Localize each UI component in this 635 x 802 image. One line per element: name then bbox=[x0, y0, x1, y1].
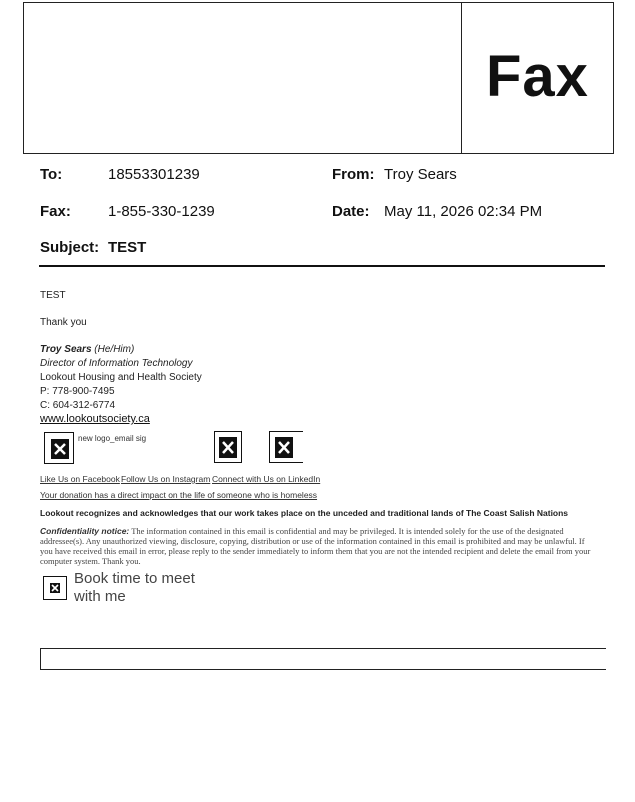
fax-label: Fax: bbox=[40, 203, 71, 220]
social-image-1[interactable] bbox=[214, 431, 242, 463]
facebook-link[interactable]: Like Us on Facebook bbox=[40, 474, 120, 484]
signature-pronouns: (He/Him) bbox=[94, 344, 135, 355]
subject-label: Subject: bbox=[40, 239, 100, 256]
broken-image-icon bbox=[270, 432, 304, 462]
donation-link[interactable]: Your donation has a direct impact on the life of someone who is homeless bbox=[40, 490, 318, 500]
header-divider bbox=[461, 3, 462, 153]
date-label: Date: bbox=[332, 203, 370, 220]
confidentiality-notice bbox=[40, 526, 595, 566]
signature-title: Director of Information Technology bbox=[40, 358, 193, 369]
fax-header-box bbox=[23, 2, 614, 154]
social-image-2[interactable] bbox=[269, 431, 303, 463]
booking-image[interactable] bbox=[43, 576, 67, 600]
broken-image-icon bbox=[215, 432, 241, 462]
logo-alt-text: new logo_email sig bbox=[78, 434, 147, 443]
signature-phone: P: 778-900-7495 bbox=[40, 386, 115, 397]
confidentiality-label: Confidentiality notice: bbox=[40, 526, 130, 536]
from-label: From: bbox=[332, 166, 375, 183]
footer-box bbox=[40, 648, 606, 670]
signature-name: Troy Sears bbox=[40, 344, 92, 355]
confidentiality-text: The information contained in this email is confidential and may be privileged. It is intended solely for the use of the designated addressee(s). Any unauthorized viewing, disclosure, copying, distribution or use of the information contained in this email is prohibited and may be unlawful. If you have received this email in error, please reply to the sender immediately to inform them that you are not the intended recipient and delete the email from your computer system. Thank you. bbox=[40, 526, 591, 566]
signature-name-line bbox=[40, 344, 134, 355]
instagram-link[interactable]: Follow Us on Instagram bbox=[121, 474, 211, 484]
signature-cell: C: 604-312-6774 bbox=[40, 400, 116, 411]
broken-image-icon bbox=[44, 577, 66, 599]
to-label: To: bbox=[40, 166, 63, 183]
broken-image-icon bbox=[45, 433, 73, 463]
date-value: May 11, 2026 02:34 PM bbox=[384, 203, 543, 220]
signature-org: Lookout Housing and Health Society bbox=[40, 372, 202, 383]
logo-image bbox=[44, 432, 74, 464]
signature-website-link[interactable]: www.lookoutsociety.ca bbox=[40, 413, 150, 425]
body-line-1: TEST bbox=[40, 290, 66, 301]
to-value: 18553301239 bbox=[108, 166, 200, 183]
from-value: Troy Sears bbox=[384, 166, 457, 183]
linkedin-link[interactable]: Connect with Us on LinkedIn bbox=[212, 474, 321, 484]
booking-link[interactable]: Book time to meet with me bbox=[74, 570, 195, 605]
fax-value: 1-855-330-1239 bbox=[108, 203, 215, 220]
body-line-2: Thank you bbox=[40, 317, 87, 328]
land-acknowledgement: Lookout recognizes and acknowledges that our work takes place on the unceded and traditional lands of The Coast Salish Nations bbox=[40, 508, 569, 518]
header-rule bbox=[39, 265, 605, 267]
subject-value: TEST bbox=[108, 239, 147, 256]
fax-title: Fax bbox=[486, 44, 589, 109]
